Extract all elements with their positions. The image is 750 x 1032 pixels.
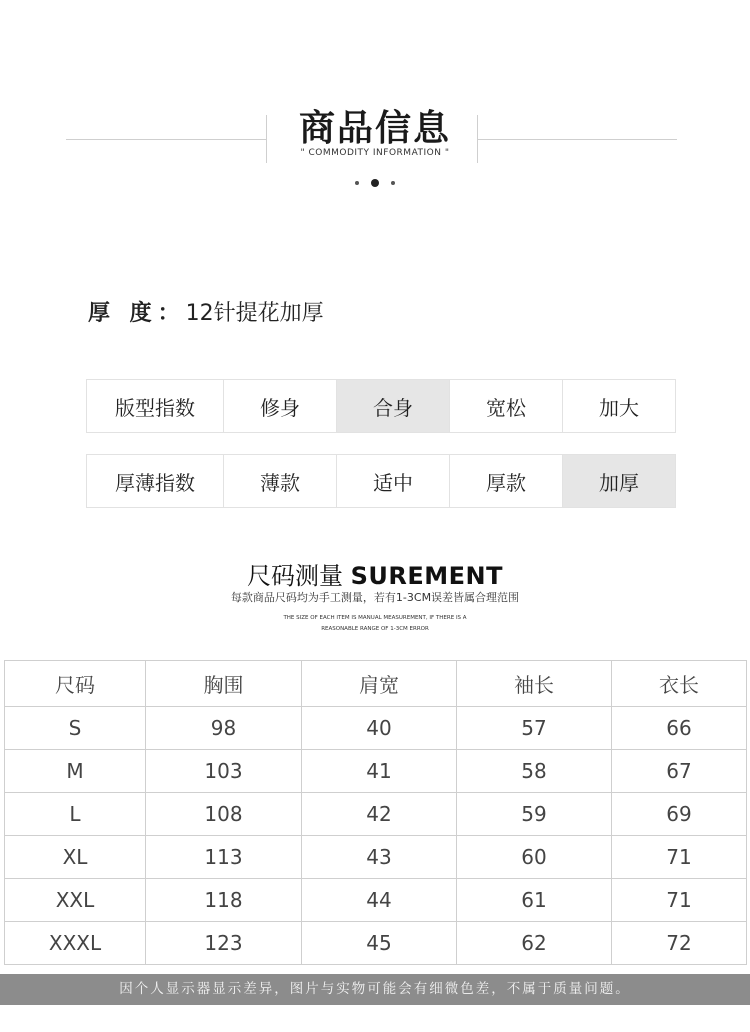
fit-option: 加大 [563,380,676,433]
cell-length: 71 [612,836,747,879]
thickness-option: 薄款 [224,455,337,508]
cell-sleeve: 59 [457,793,612,836]
cell-length: 67 [612,750,747,793]
cell-length: 71 [612,879,747,922]
footer-disclaimer: 因个人显示器显示差异，图片与实物可能会有细微色差，不属于质量问题。 [0,974,750,1005]
cell-length: 69 [612,793,747,836]
cell-size: L [5,793,146,836]
cell-length: 66 [612,707,747,750]
header-size: 尺码 [5,661,146,707]
thickness-option-selected: 加厚 [563,455,676,508]
fit-option: 修身 [224,380,337,433]
cell-chest: 118 [146,879,302,922]
cell-shoulder: 45 [302,922,457,965]
cell-chest: 108 [146,793,302,836]
table-row [5,879,747,922]
cell-size: S [5,707,146,750]
measurement-title [0,556,750,591]
measurement-note-en-line2: REASONABLE RANGE OF 1-3CM ERROR [321,626,429,632]
header-shoulder: 肩宽 [302,661,457,707]
page-subtitle: " COMMODITY INFORMATION " [300,148,450,158]
cell-size: XXL [5,879,146,922]
measurement-title-cn: 尺码测量 [246,562,351,590]
cell-chest: 98 [146,707,302,750]
table-row [5,793,747,836]
cell-size: XXXL [5,922,146,965]
cell-size: XL [5,836,146,879]
thickness-label: 厚 度： [88,301,186,326]
cell-length: 72 [612,922,747,965]
measurement-note-cn: 每款商品尺码均为手工测量，若有1-3CM误差皆属合理范围 [230,591,520,604]
table-row [5,750,747,793]
cell-size: M [5,750,146,793]
measurement-note-en [0,613,750,635]
table-row [5,836,747,879]
header-length: 衣长 [612,661,747,707]
cell-shoulder: 43 [302,836,457,879]
dot-icon [355,181,359,185]
cell-chest: 123 [146,922,302,965]
thickness-option: 厚款 [450,455,563,508]
header-chest: 胸围 [146,661,302,707]
measurement-note-en-line1: THE SIZE OF EACH ITEM IS MANUAL MEASUREMENT, IF THERE IS A [283,615,467,621]
table-row [5,707,747,750]
thickness-line [88,296,324,327]
cell-sleeve: 57 [457,707,612,750]
header-sleeve: 袖长 [457,661,612,707]
thickness-index-table [86,454,676,508]
thickness-option: 适中 [337,455,450,508]
cell-sleeve: 62 [457,922,612,965]
thickness-index-label: 厚薄指数 [87,455,224,508]
cell-sleeve: 58 [457,750,612,793]
cell-shoulder: 42 [302,793,457,836]
thickness-value: 12针提花加厚 [185,301,324,326]
cell-shoulder: 40 [302,707,457,750]
fit-index-label: 版型指数 [87,380,224,433]
cell-shoulder: 44 [302,879,457,922]
size-table [4,660,747,965]
dot-active-icon [371,179,379,187]
size-table-header-row [5,661,747,707]
fit-option: 宽松 [450,380,563,433]
page-title: 商品信息 [298,108,451,149]
cell-sleeve: 61 [457,879,612,922]
dot-icon [391,181,395,185]
cell-chest: 103 [146,750,302,793]
measurement-title-en: SUREMENT [350,562,504,590]
cell-chest: 113 [146,836,302,879]
cell-sleeve: 60 [457,836,612,879]
table-row [5,922,747,965]
fit-index-table [86,379,676,433]
carousel-dots [0,172,750,191]
fit-option-selected: 合身 [337,380,450,433]
cell-shoulder: 41 [302,750,457,793]
